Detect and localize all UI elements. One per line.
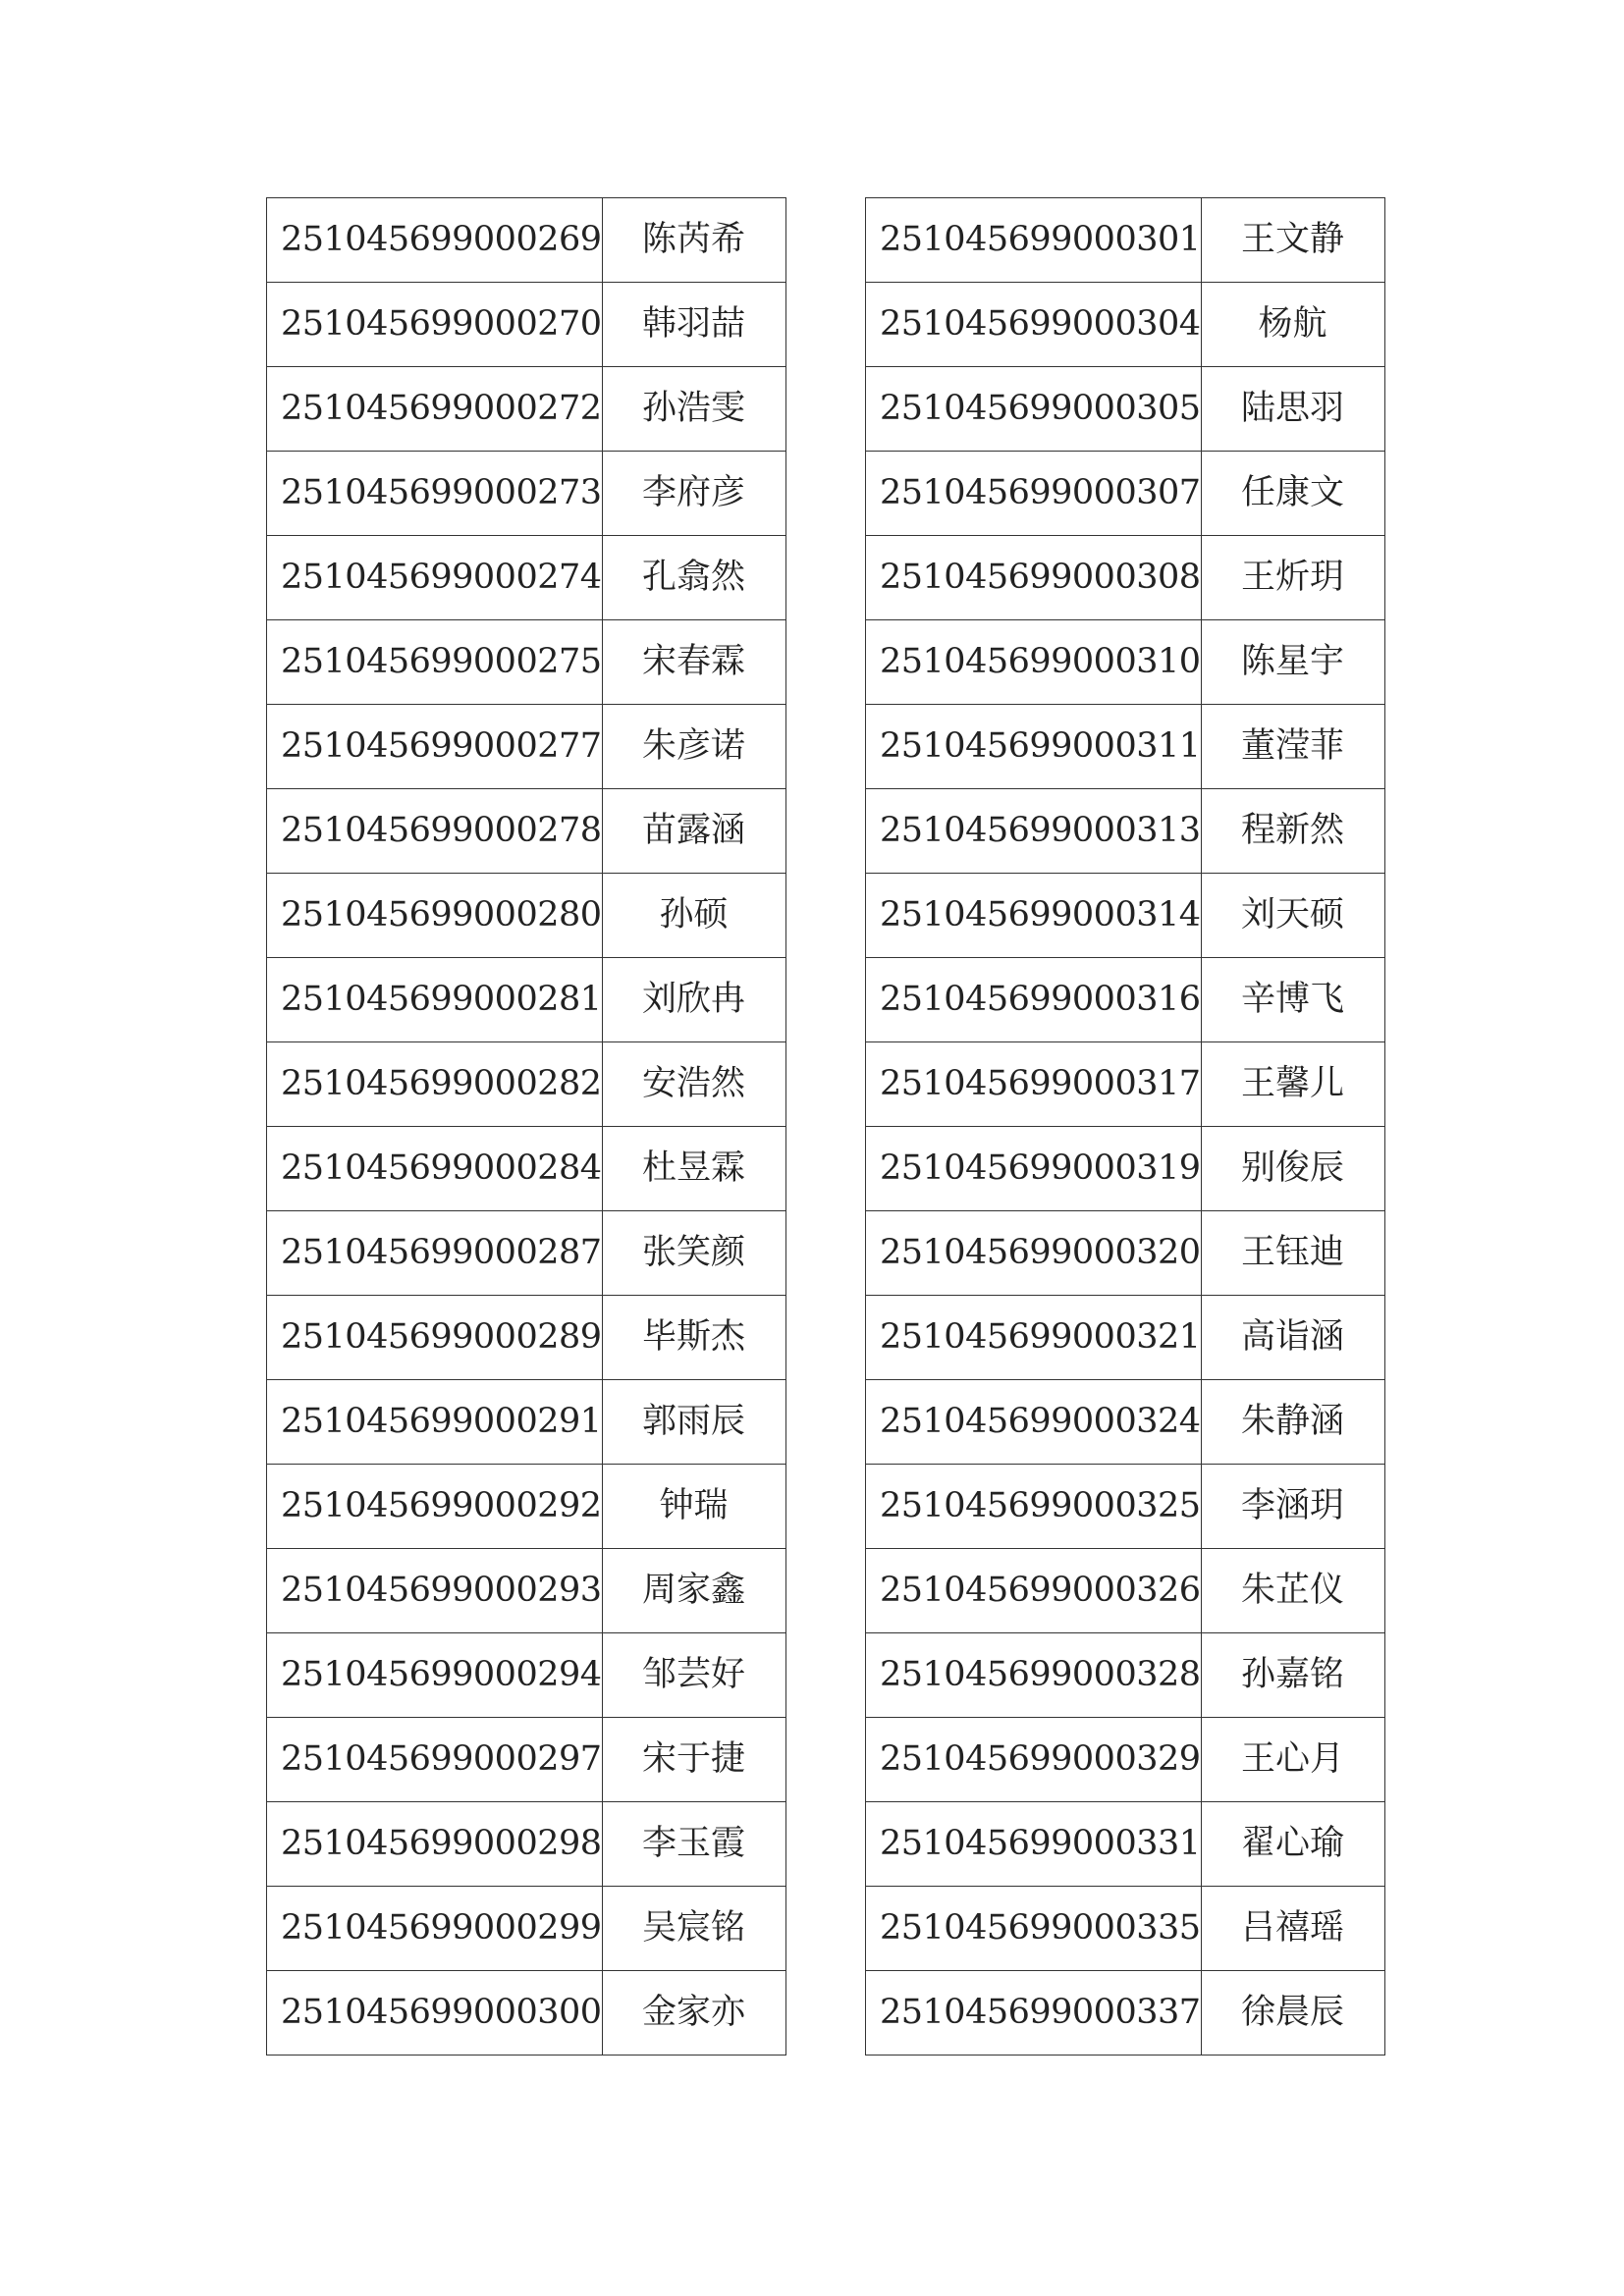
student-name-cell: 孙浩雯 bbox=[602, 367, 785, 452]
table-row bbox=[267, 452, 786, 536]
student-id-cell: 251045699000320 bbox=[866, 1211, 1202, 1296]
table-row bbox=[267, 1718, 786, 1802]
student-name-cell: 别俊辰 bbox=[1201, 1127, 1384, 1211]
student-name-cell: 吕禧瑶 bbox=[1201, 1887, 1384, 1971]
student-id-cell: 251045699000292 bbox=[267, 1465, 603, 1549]
table-row bbox=[866, 1296, 1385, 1380]
student-id-cell: 251045699000284 bbox=[267, 1127, 603, 1211]
student-id-cell: 251045699000313 bbox=[866, 789, 1202, 874]
student-id-cell: 251045699000326 bbox=[866, 1549, 1202, 1633]
student-name-cell: 朱彦诺 bbox=[602, 705, 785, 789]
student-name-cell: 高诣涵 bbox=[1201, 1296, 1384, 1380]
student-name-cell: 陈芮希 bbox=[602, 198, 785, 283]
student-id-cell: 251045699000293 bbox=[267, 1549, 603, 1633]
student-id-cell: 251045699000307 bbox=[866, 452, 1202, 536]
table-row bbox=[866, 1887, 1385, 1971]
student-id-cell: 251045699000305 bbox=[866, 367, 1202, 452]
table-row bbox=[267, 620, 786, 705]
student-id-cell: 251045699000314 bbox=[866, 874, 1202, 958]
table-row bbox=[267, 536, 786, 620]
student-name-cell: 陈星宇 bbox=[1201, 620, 1384, 705]
table-row bbox=[267, 1296, 786, 1380]
table-row bbox=[866, 789, 1385, 874]
student-name-cell: 宋于捷 bbox=[602, 1718, 785, 1802]
student-name-cell: 邹芸好 bbox=[602, 1633, 785, 1718]
table-row bbox=[866, 1211, 1385, 1296]
student-id-cell: 251045699000300 bbox=[267, 1971, 603, 2056]
roster-table-left bbox=[266, 197, 786, 2056]
student-id-cell: 251045699000321 bbox=[866, 1296, 1202, 1380]
student-name-cell: 杜昱霖 bbox=[602, 1127, 785, 1211]
table-row bbox=[866, 1127, 1385, 1211]
student-name-cell: 董滢菲 bbox=[1201, 705, 1384, 789]
student-name-cell: 钟瑞 bbox=[602, 1465, 785, 1549]
student-name-cell: 朱静涵 bbox=[1201, 1380, 1384, 1465]
student-name-cell: 王心月 bbox=[1201, 1718, 1384, 1802]
student-id-cell: 251045699000278 bbox=[267, 789, 603, 874]
student-name-cell: 孔翕然 bbox=[602, 536, 785, 620]
student-id-cell: 251045699000269 bbox=[267, 198, 603, 283]
roster-table-right bbox=[865, 197, 1385, 2056]
student-id-cell: 251045699000281 bbox=[267, 958, 603, 1042]
student-name-cell: 刘欣冉 bbox=[602, 958, 785, 1042]
student-name-cell: 苗露涵 bbox=[602, 789, 785, 874]
table-row bbox=[267, 1465, 786, 1549]
table-row bbox=[267, 1971, 786, 2056]
table-row bbox=[866, 1549, 1385, 1633]
student-name-cell: 孙硕 bbox=[602, 874, 785, 958]
student-id-cell: 251045699000335 bbox=[866, 1887, 1202, 1971]
table-row bbox=[267, 1127, 786, 1211]
table-row bbox=[267, 1802, 786, 1887]
student-id-cell: 251045699000297 bbox=[267, 1718, 603, 1802]
student-name-cell: 周家鑫 bbox=[602, 1549, 785, 1633]
table-row bbox=[866, 536, 1385, 620]
student-name-cell: 王钰迪 bbox=[1201, 1211, 1384, 1296]
table-row bbox=[866, 1380, 1385, 1465]
table-row bbox=[267, 1549, 786, 1633]
student-id-cell: 251045699000291 bbox=[267, 1380, 603, 1465]
table-row bbox=[866, 1042, 1385, 1127]
student-name-cell: 韩羽喆 bbox=[602, 283, 785, 367]
student-id-cell: 251045699000331 bbox=[866, 1802, 1202, 1887]
table-row bbox=[267, 198, 786, 283]
student-name-cell: 任康文 bbox=[1201, 452, 1384, 536]
student-name-cell: 李府彦 bbox=[602, 452, 785, 536]
student-name-cell: 刘天硕 bbox=[1201, 874, 1384, 958]
student-id-cell: 251045699000294 bbox=[267, 1633, 603, 1718]
table-row bbox=[267, 1633, 786, 1718]
student-id-cell: 251045699000275 bbox=[267, 620, 603, 705]
table-row bbox=[866, 874, 1385, 958]
student-id-cell: 251045699000270 bbox=[267, 283, 603, 367]
student-name-cell: 毕斯杰 bbox=[602, 1296, 785, 1380]
table-row bbox=[866, 705, 1385, 789]
student-name-cell: 李玉霞 bbox=[602, 1802, 785, 1887]
table-row bbox=[267, 283, 786, 367]
student-id-cell: 251045699000304 bbox=[866, 283, 1202, 367]
student-id-cell: 251045699000274 bbox=[267, 536, 603, 620]
student-id-cell: 251045699000308 bbox=[866, 536, 1202, 620]
table-row bbox=[267, 1887, 786, 1971]
table-row bbox=[866, 1633, 1385, 1718]
student-id-cell: 251045699000311 bbox=[866, 705, 1202, 789]
student-name-cell: 吴宸铭 bbox=[602, 1887, 785, 1971]
student-id-cell: 251045699000273 bbox=[267, 452, 603, 536]
student-id-cell: 251045699000299 bbox=[267, 1887, 603, 1971]
student-name-cell: 宋春霖 bbox=[602, 620, 785, 705]
table-row bbox=[866, 367, 1385, 452]
table-row bbox=[866, 283, 1385, 367]
student-id-cell: 251045699000329 bbox=[866, 1718, 1202, 1802]
student-name-cell: 王馨儿 bbox=[1201, 1042, 1384, 1127]
table-row bbox=[267, 705, 786, 789]
table-row bbox=[267, 789, 786, 874]
table-row bbox=[866, 1971, 1385, 2056]
student-id-cell: 251045699000289 bbox=[267, 1296, 603, 1380]
student-id-cell: 251045699000272 bbox=[267, 367, 603, 452]
student-id-cell: 251045699000277 bbox=[267, 705, 603, 789]
table-row bbox=[267, 1042, 786, 1127]
table-row bbox=[866, 452, 1385, 536]
table-row bbox=[267, 367, 786, 452]
student-name-cell: 郭雨辰 bbox=[602, 1380, 785, 1465]
student-name-cell: 张笑颜 bbox=[602, 1211, 785, 1296]
student-name-cell: 王文静 bbox=[1201, 198, 1384, 283]
student-id-cell: 251045699000282 bbox=[267, 1042, 603, 1127]
student-id-cell: 251045699000328 bbox=[866, 1633, 1202, 1718]
student-id-cell: 251045699000324 bbox=[866, 1380, 1202, 1465]
student-id-cell: 251045699000325 bbox=[866, 1465, 1202, 1549]
table-row bbox=[267, 958, 786, 1042]
student-id-cell: 251045699000287 bbox=[267, 1211, 603, 1296]
student-id-cell: 251045699000317 bbox=[866, 1042, 1202, 1127]
student-id-cell: 251045699000319 bbox=[866, 1127, 1202, 1211]
student-name-cell: 程新然 bbox=[1201, 789, 1384, 874]
student-name-cell: 李涵玥 bbox=[1201, 1465, 1384, 1549]
table-row bbox=[866, 620, 1385, 705]
student-id-cell: 251045699000316 bbox=[866, 958, 1202, 1042]
student-name-cell: 金家亦 bbox=[602, 1971, 785, 2056]
student-id-cell: 251045699000301 bbox=[866, 198, 1202, 283]
student-name-cell: 辛博飞 bbox=[1201, 958, 1384, 1042]
student-id-cell: 251045699000337 bbox=[866, 1971, 1202, 2056]
student-name-cell: 安浩然 bbox=[602, 1042, 785, 1127]
student-id-cell: 251045699000280 bbox=[267, 874, 603, 958]
table-row bbox=[866, 198, 1385, 283]
student-name-cell: 杨航 bbox=[1201, 283, 1384, 367]
table-row bbox=[267, 874, 786, 958]
student-id-cell: 251045699000310 bbox=[866, 620, 1202, 705]
table-row bbox=[267, 1211, 786, 1296]
table-row bbox=[866, 1802, 1385, 1887]
table-row bbox=[866, 1465, 1385, 1549]
table-row bbox=[866, 1718, 1385, 1802]
student-name-cell: 孙嘉铭 bbox=[1201, 1633, 1384, 1718]
student-name-cell: 翟心瑜 bbox=[1201, 1802, 1384, 1887]
student-name-cell: 朱芷仪 bbox=[1201, 1549, 1384, 1633]
roster-table-body bbox=[267, 198, 786, 2056]
student-id-cell: 251045699000298 bbox=[267, 1802, 603, 1887]
table-row bbox=[267, 1380, 786, 1465]
roster-table-body bbox=[866, 198, 1385, 2056]
table-row bbox=[866, 958, 1385, 1042]
student-name-cell: 陆思羽 bbox=[1201, 367, 1384, 452]
student-name-cell: 王炘玥 bbox=[1201, 536, 1384, 620]
student-name-cell: 徐晨辰 bbox=[1201, 1971, 1384, 2056]
